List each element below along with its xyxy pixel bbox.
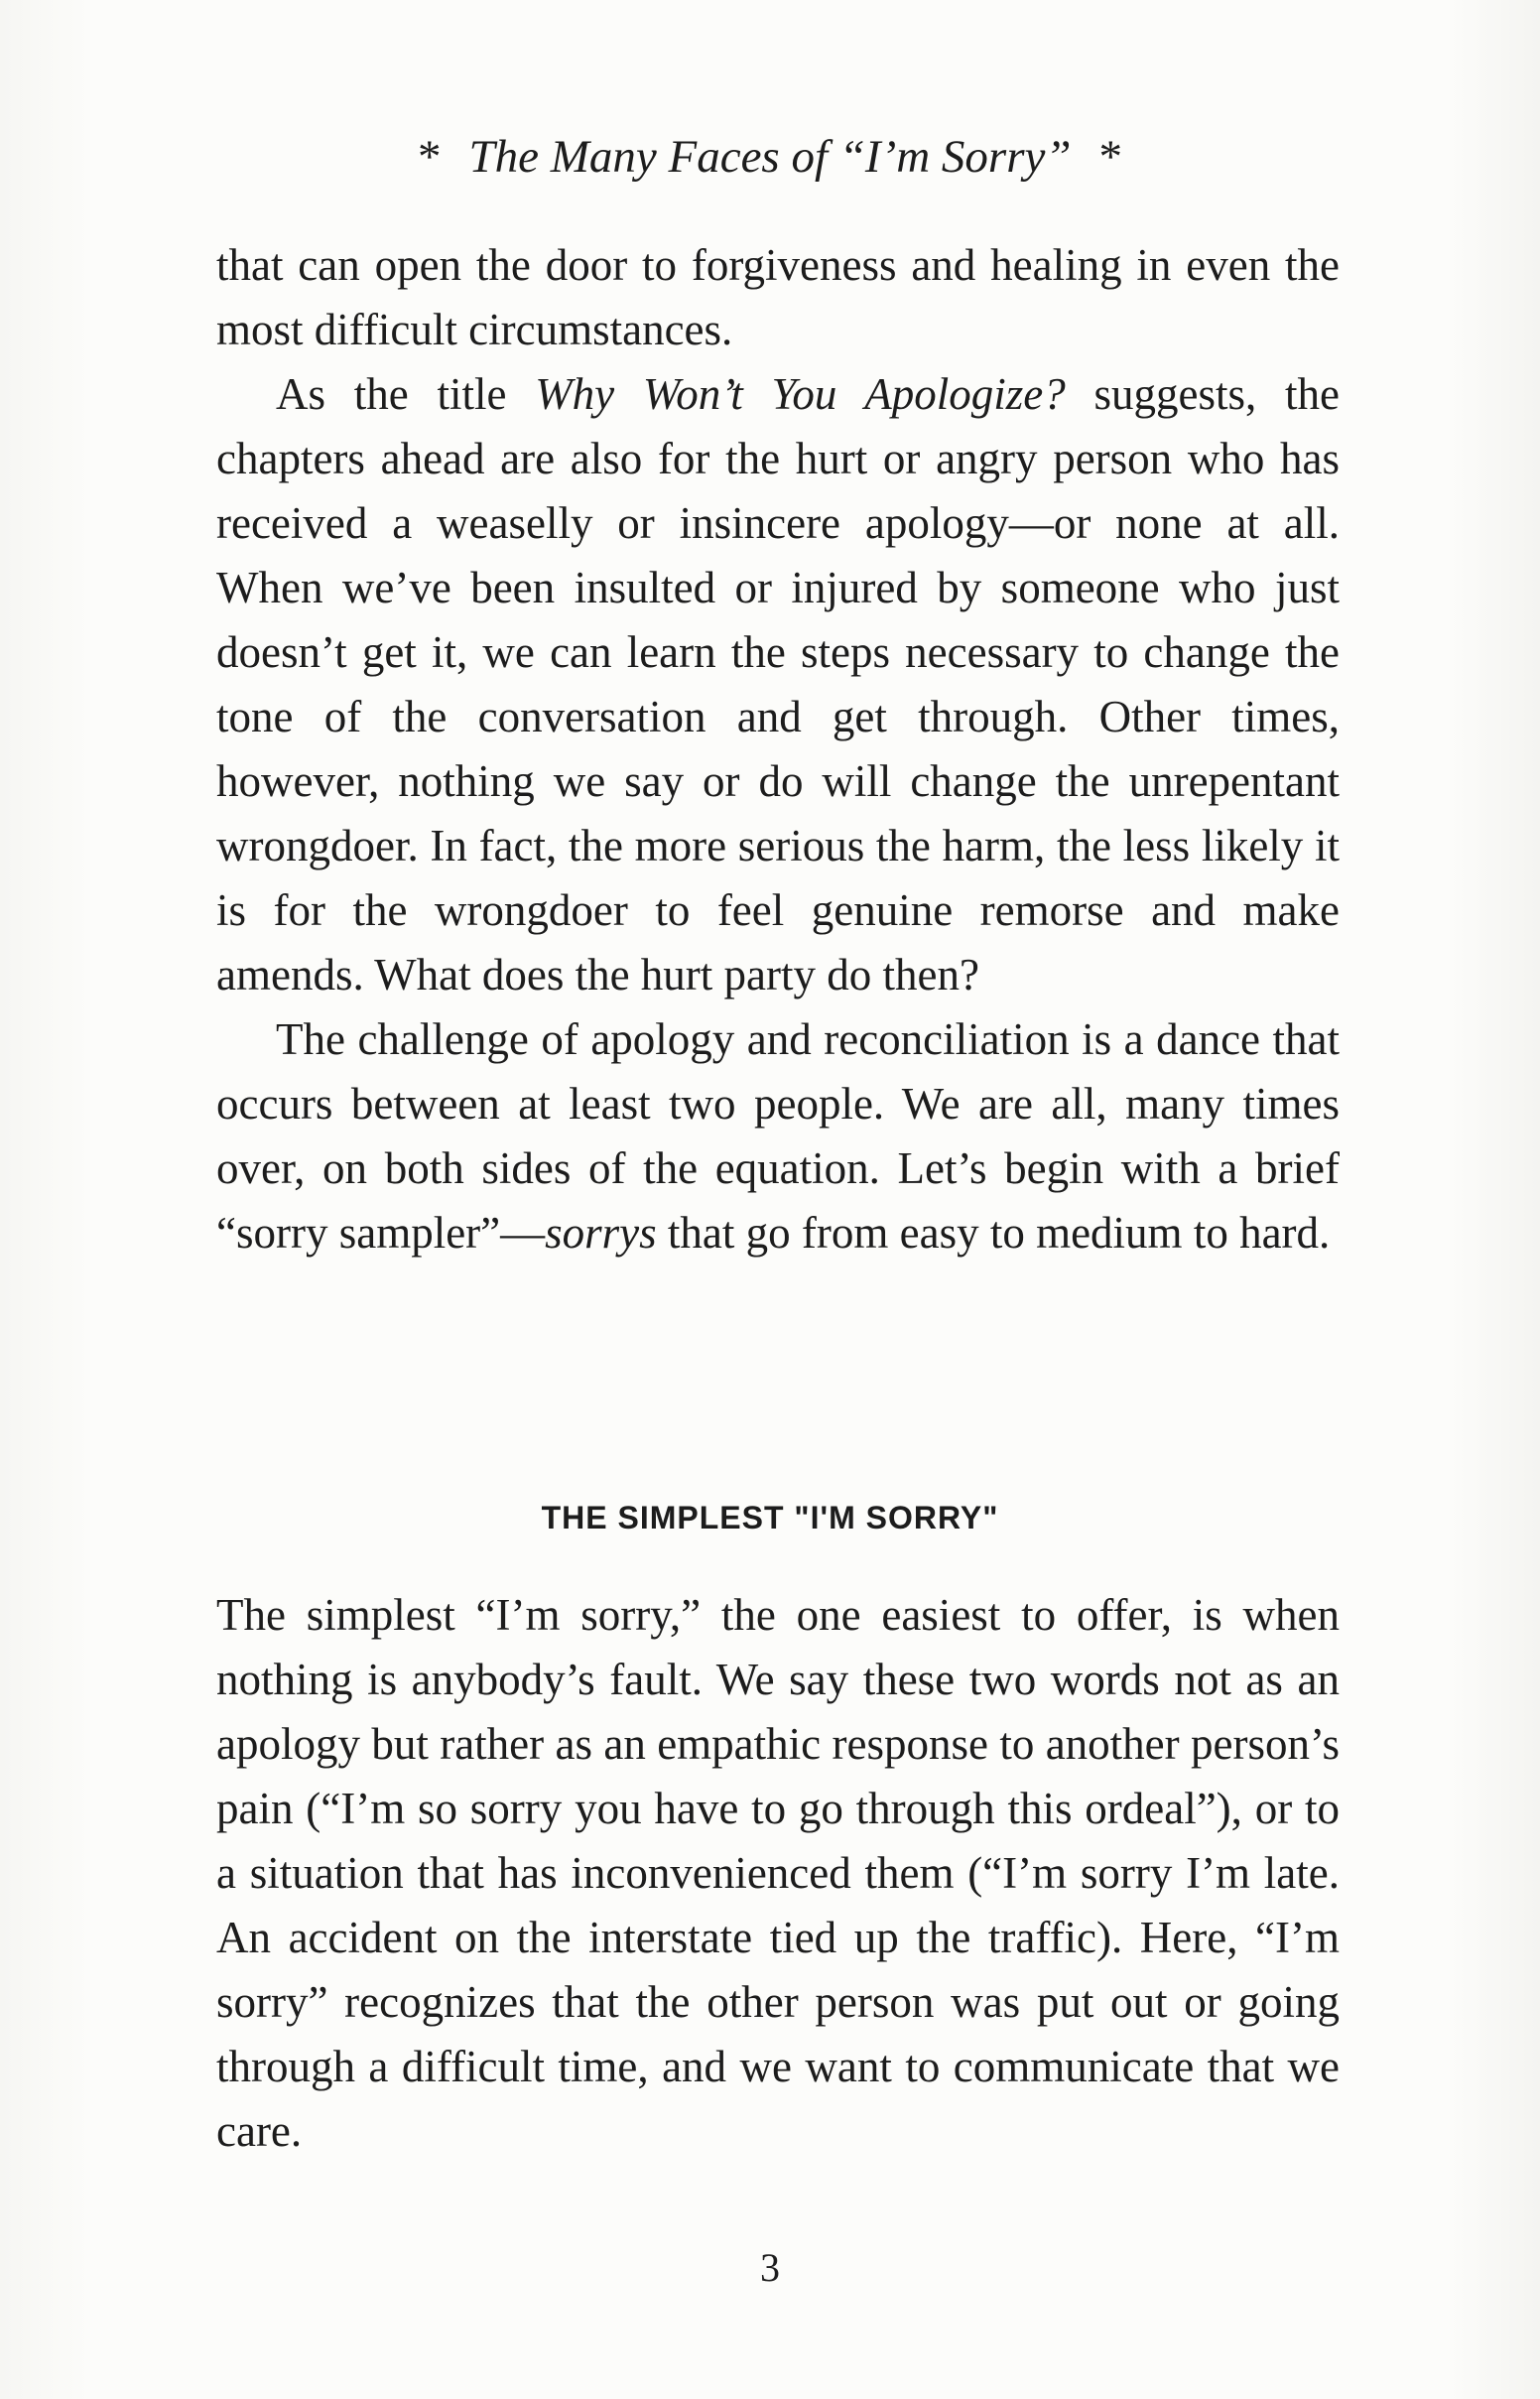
running-head (0, 127, 1540, 187)
paragraph-text: The challenge of apology and reconciliation is a dance that occurs between at least two people. We are all, many times over, on both sides of the equation. Let’s begin with a brief “sorry sampler”— (216, 1014, 1340, 1258)
star-ornament-right: * (1098, 131, 1122, 183)
paragraph-sorry-sampler (216, 1007, 1340, 1266)
body-text-top (216, 233, 1340, 1266)
section-heading: THE SIMPLEST "I'M SORRY" (541, 1500, 999, 1535)
paragraph-simplest-sorry: The simplest “I’m sorry,” the one easiest to offer, is when nothing is anybody’s fault. We say these two words not as an apology but rather as an empathic response to another person’s pain (“I’m so sorry you have to go through this ordeal”), or to a situation that has inconvenienced them (“I’m sorry I’m late. An accident on the interstate tied up the traffic). Here, “I’m sorry” recognizes that the other person was put out or going through a difficult time, and we want to communicate that we care. (216, 1590, 1340, 2156)
paragraph-text: As the title (276, 369, 536, 419)
page-number: 3 (760, 2245, 780, 2290)
paragraph-text: suggests, the chapters ahead are also for the hurt or angry person who has received a weaselly or insincere apology—or none at all. When we’ve been insulted or injured by someone who just doesn’t get it, we can learn the steps necessary to change the tone of the conversation and get through. Other times, however, nothing we say or do will change the unrepentant wrongdoer. In fact, the more serious the harm, the less likely it is for the wrongdoer to feel genuine remorse and make amends. What does the hurt party do then? (216, 369, 1340, 1000)
body-text-bottom (216, 1583, 1340, 2164)
paragraph-book-title-intro (216, 362, 1340, 1007)
star-ornament-left: * (417, 131, 442, 183)
running-head-title: The Many Faces of “I’m Sorry” (468, 131, 1072, 183)
sorrys-italic: sorrys (545, 1208, 657, 1258)
book-title-italic: Why Won’t You Apologize? (535, 369, 1066, 419)
paragraph-continuation: that can open the door to forgiveness and healing in even the most difficult circumstances. (216, 240, 1340, 354)
paragraph-text: that go from easy to medium to hard. (656, 1208, 1331, 1258)
